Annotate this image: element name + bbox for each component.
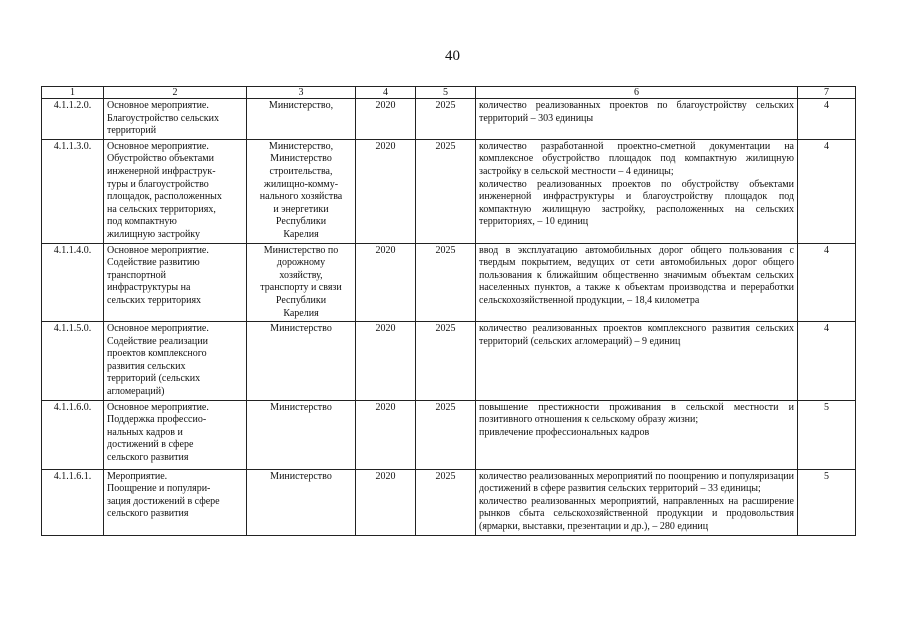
col-header-7: 7 (798, 87, 856, 99)
row-name: Основное мероприятие. Содействие развитию транспортной инфраструктуры на сельских территориях (104, 243, 247, 322)
row-executor: Министерство (247, 400, 356, 469)
table-row (42, 243, 856, 322)
row-start-year: 2020 (356, 400, 416, 469)
measures-table (41, 86, 856, 536)
row-indicator: количество реализованных мероприятий по поощрению и популяризации достижений в сфере развития сельских территорий – 33 единицы; количество реализованных мероприятий, направленных на расширение рынков сбыта сельскохозяйственной продукции и продовольствия (ярмарки, выставки, презентации и др.), – 280 единиц (476, 469, 798, 535)
table-row (42, 322, 856, 401)
row-start-year: 2020 (356, 322, 416, 401)
row-executor: Министерство (247, 322, 356, 401)
col-header-2: 2 (104, 87, 247, 99)
row-section: 5 (798, 400, 856, 469)
row-end-year: 2025 (416, 99, 476, 140)
row-name: Основное мероприятие. Обустройство объектами инженерной инфраструк- туры и благоустройство площадок, расположенных на сельских территориях, под компактную жилищную застройку (104, 139, 247, 243)
row-executor: Министерство по дорожному хозяйству, транспорту и связи Республики Карелия (247, 243, 356, 322)
row-start-year: 2020 (356, 139, 416, 243)
row-end-year: 2025 (416, 400, 476, 469)
row-name: Основное мероприятие. Содействие реализации проектов комплексного развития сельских территорий (сельских агломераций) (104, 322, 247, 401)
row-indicator: количество разработанной проектно-сметной документации на комплексное обустройство площадок под компактную жилищную застройку в сельской местности – 4 единицы; количество реализованных проектов по обустройству объектами инженерной инфраструктуры и благоустройству площадок под компактную жилищную застройку, расположенных на сельских территориях, – 10 единиц (476, 139, 798, 243)
row-indicator: количество реализованных проектов по благоустройству сельских территорий – 303 единицы (476, 99, 798, 140)
row-end-year: 2025 (416, 243, 476, 322)
table-row (42, 139, 856, 243)
row-name: Мероприятие. Поощрение и популяри- зация достижений в сфере сельского развития (104, 469, 247, 535)
row-code: 4.1.1.3.0. (42, 139, 104, 243)
col-header-5: 5 (416, 87, 476, 99)
row-name: Основное мероприятие. Поддержка профессио- нальных кадров и достижений в сфере сельского развития (104, 400, 247, 469)
row-executor: Министерство, Министерство строительства, жилищно-комму- нального хозяйства и энергетики Республики Карелия (247, 139, 356, 243)
row-code: 4.1.1.2.0. (42, 99, 104, 140)
row-code: 4.1.1.5.0. (42, 322, 104, 401)
row-start-year: 2020 (356, 99, 416, 140)
row-section: 4 (798, 99, 856, 140)
row-executor: Министерство, (247, 99, 356, 140)
table-row (42, 400, 856, 469)
table-row (42, 99, 856, 140)
header-row (42, 87, 856, 99)
row-executor: Министерство (247, 469, 356, 535)
row-indicator: количество реализованных проектов комплексного развития сельских территорий (сельских агломераций) – 9 единиц (476, 322, 798, 401)
row-code: 4.1.1.6.1. (42, 469, 104, 535)
row-section: 5 (798, 469, 856, 535)
row-section: 4 (798, 243, 856, 322)
col-header-1: 1 (42, 87, 104, 99)
row-code: 4.1.1.6.0. (42, 400, 104, 469)
row-code: 4.1.1.4.0. (42, 243, 104, 322)
table-row (42, 469, 856, 535)
row-start-year: 2020 (356, 469, 416, 535)
col-header-4: 4 (356, 87, 416, 99)
row-start-year: 2020 (356, 243, 416, 322)
row-end-year: 2025 (416, 322, 476, 401)
page-number: 40 (445, 48, 460, 64)
row-indicator: ввод в эксплуатацию автомобильных дорог общего пользования с твердым покрытием, ведущих от сети автомобильных дорог общего пользования к ближайшим общественно значимым объектам сельских населенных пунктов, а также к объектам производства и переработки сельскохозяйственной продукции, – 18,4 километра (476, 243, 798, 322)
row-end-year: 2025 (416, 469, 476, 535)
col-header-6: 6 (476, 87, 798, 99)
row-section: 4 (798, 322, 856, 401)
row-section: 4 (798, 139, 856, 243)
col-header-3: 3 (247, 87, 356, 99)
row-indicator: повышение престижности проживания в сельской местности и позитивного отношения к сельскому образу жизни; привлечение профессиональных кадров (476, 400, 798, 469)
row-name: Основное мероприятие. Благоустройство сельских территорий (104, 99, 247, 140)
row-end-year: 2025 (416, 139, 476, 243)
